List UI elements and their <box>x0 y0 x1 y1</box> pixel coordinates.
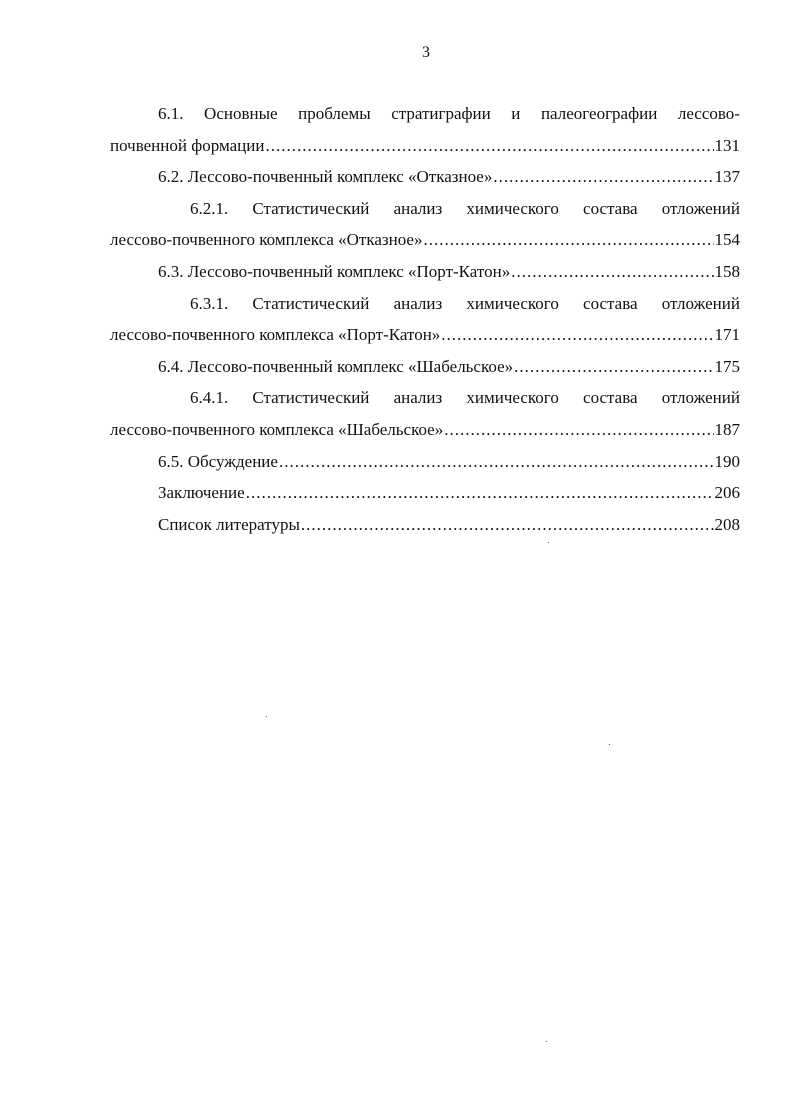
toc-entry-title: Список литературы <box>158 514 300 534</box>
scan-speck <box>609 744 610 745</box>
toc-word: 6.4.1. <box>190 388 229 408</box>
toc-word: состава <box>583 293 638 313</box>
toc-entry-title: 6.5. Обсуждение <box>158 451 278 471</box>
toc-word: и <box>511 104 521 123</box>
scan-speck <box>546 1041 547 1042</box>
toc-word: отложений <box>661 198 740 218</box>
toc-entry-6-3 <box>110 256 740 288</box>
toc-word: Статистический <box>252 198 370 218</box>
toc-page-number: 190 <box>714 451 740 471</box>
toc-entry-6-3-1-line-1 <box>110 288 740 320</box>
toc-entry-title: Заключение <box>158 483 245 503</box>
toc-word: химического <box>466 388 559 408</box>
toc-entry-6-4-1-line-2 <box>110 414 740 446</box>
toc-word: состава <box>583 198 638 218</box>
toc-entry-title: лессово-почвенного комплекса «Отказное» <box>110 230 423 250</box>
page-number: 3 <box>422 44 430 61</box>
toc-word: анализ <box>393 388 443 408</box>
toc-page-number: 137 <box>714 167 740 187</box>
toc-entry-6-2-1-line-1 <box>110 193 740 225</box>
toc-entry-6-1-line-1 <box>110 98 740 130</box>
toc-page-number: 131 <box>714 135 740 155</box>
toc-page-number: 187 <box>714 419 740 439</box>
toc-word: химического <box>466 293 559 313</box>
toc-word: отложений <box>661 388 740 408</box>
toc-entry-6-1-line-2 <box>110 130 740 162</box>
toc-page-number: 158 <box>714 261 740 281</box>
toc-leader-dots <box>444 414 713 446</box>
toc-entry-6-2-1-line-2 <box>110 224 740 256</box>
table-of-contents <box>110 98 740 540</box>
toc-word: состава <box>583 388 638 408</box>
toc-entry-6-3-1-line-2 <box>110 319 740 351</box>
toc-word: анализ <box>393 198 443 218</box>
toc-page-number: 154 <box>714 230 740 250</box>
toc-word: 6.1. <box>158 104 184 123</box>
toc-page-number: 175 <box>714 356 740 376</box>
toc-entry-6-4 <box>110 351 740 383</box>
toc-leader-dots <box>246 477 714 509</box>
toc-word: палеогеографии <box>540 104 658 123</box>
toc-word: 6.2.1. <box>190 198 229 218</box>
toc-leader-dots <box>265 130 713 162</box>
toc-word: химического <box>466 198 559 218</box>
toc-leader-dots <box>441 319 713 351</box>
toc-entry-references <box>110 509 740 541</box>
toc-page-number: 171 <box>714 325 740 345</box>
toc-entry-title: 6.4. Лессово-почвенный комплекс «Шабельское» <box>158 356 514 376</box>
toc-word: проблемы <box>298 104 371 123</box>
toc-leader-dots <box>423 224 713 256</box>
toc-word: Основные <box>204 104 278 123</box>
toc-leader-dots <box>279 446 714 478</box>
toc-entry-6-2 <box>110 161 740 193</box>
toc-page-number: 208 <box>714 514 740 534</box>
toc-entry-6-4-1-line-1 <box>110 382 740 414</box>
toc-word: Статистический <box>252 293 370 313</box>
toc-entry-conclusion <box>110 477 740 509</box>
toc-entry-title: лессово-почвенного комплекса «Шабельское» <box>110 419 444 439</box>
toc-entry-title: лессово-почвенного комплекса «Порт-Катон» <box>110 325 441 345</box>
toc-word: Статистический <box>252 388 370 408</box>
toc-page-number: 206 <box>714 483 740 503</box>
toc-entry-title: почвенной формации <box>110 135 265 155</box>
toc-leader-dots <box>301 509 714 541</box>
toc-word: анализ <box>393 293 443 313</box>
toc-leader-dots <box>514 351 713 383</box>
toc-entry-title: 6.2. Лессово-почвенный комплекс «Отказное» <box>158 167 493 187</box>
toc-word: стратиграфии <box>391 104 491 123</box>
toc-entry-title: 6.3. Лессово-почвенный комплекс «Порт-Катон» <box>158 261 511 281</box>
toc-word: отложений <box>661 293 740 313</box>
scan-speck <box>266 716 267 717</box>
scan-speck <box>548 542 549 543</box>
toc-leader-dots <box>493 161 713 193</box>
toc-word: 6.3.1. <box>190 293 229 313</box>
toc-leader-dots <box>511 256 713 288</box>
toc-word: лессово- <box>677 104 740 123</box>
toc-entry-6-5 <box>110 446 740 478</box>
